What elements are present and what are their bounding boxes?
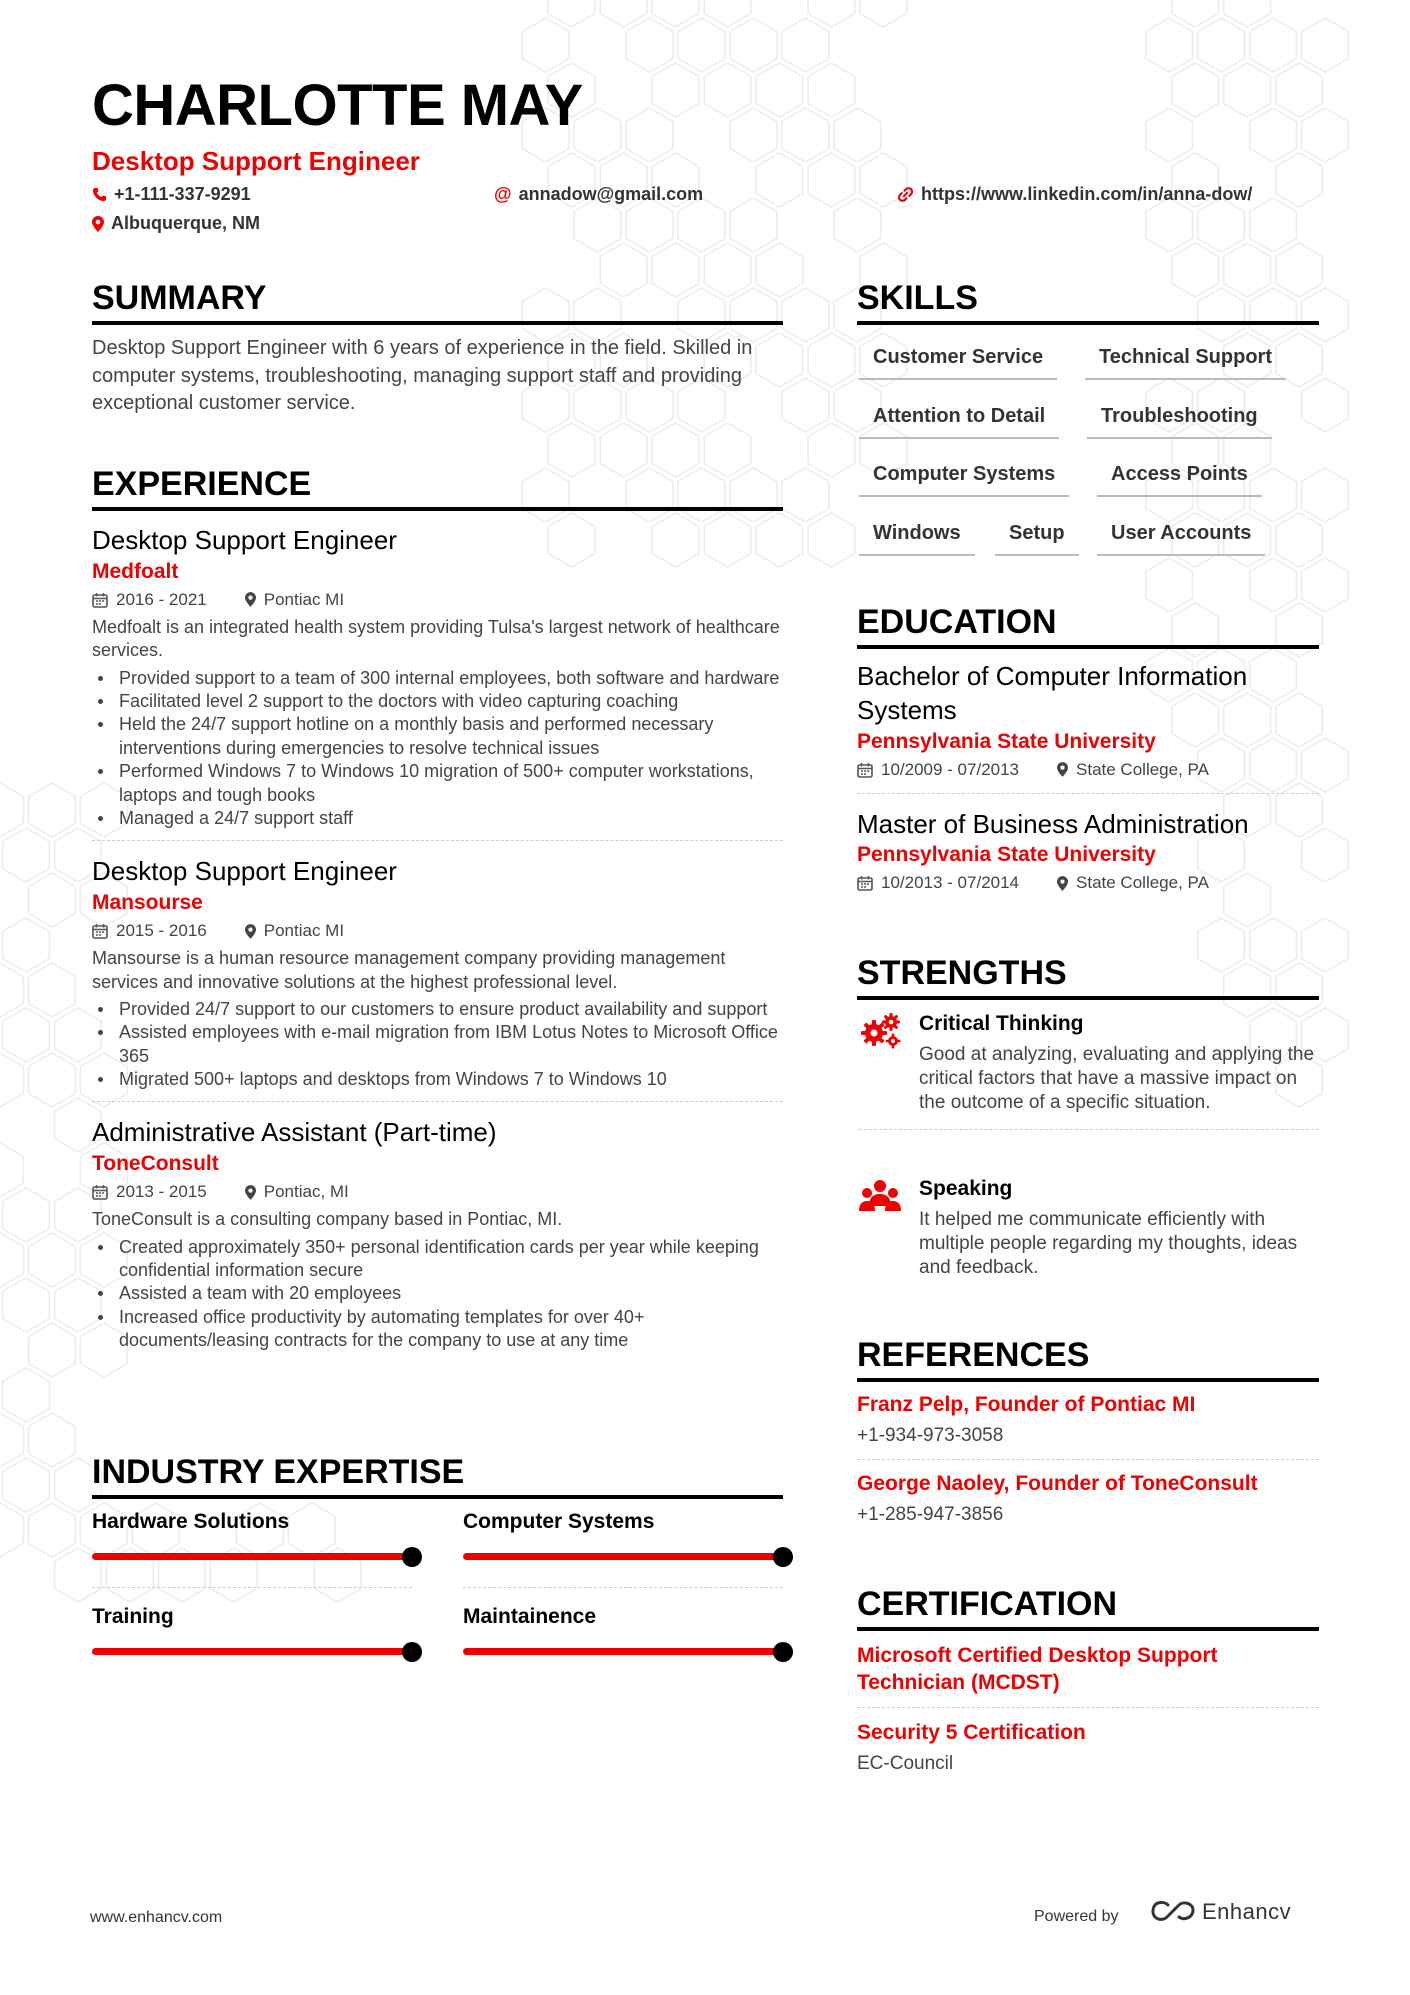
hexagon-shape xyxy=(3,1368,50,1422)
hexagon-shape xyxy=(678,198,725,252)
experience-bullets xyxy=(92,998,783,1092)
education-location: State College, PA xyxy=(1076,759,1209,779)
skill-tag: Windows xyxy=(859,522,975,556)
experience-item xyxy=(92,855,783,1102)
experience-dates: 2016 - 2021 xyxy=(116,589,207,609)
hexagon-shape xyxy=(1172,63,1219,117)
experience-description: ToneConsult is a consulting company based in Pontiac, MI. xyxy=(92,1209,563,1230)
expertise-item xyxy=(463,1510,793,1534)
hexagon-shape xyxy=(808,513,855,567)
hexagon-shape xyxy=(808,333,855,387)
calendar-icon xyxy=(857,762,873,778)
link-icon xyxy=(897,186,914,203)
map-pin-icon xyxy=(245,592,256,607)
skill-tag: Technical Support xyxy=(1085,346,1286,380)
reference-name: Franz Pelp, Founder of Pontiac MI xyxy=(857,1393,1196,1416)
hexagon-shape xyxy=(756,63,803,117)
enhancv-logo-text: Enhancv xyxy=(1202,1899,1292,1924)
map-pin-icon xyxy=(92,216,104,232)
hexagon-shape xyxy=(834,198,881,252)
location-text: Albuquerque, NM xyxy=(111,213,260,233)
hexagon-shape xyxy=(782,378,829,432)
footer-powered-by: Powered by xyxy=(1034,1908,1119,1925)
education-dates: 10/2013 - 07/2014 xyxy=(881,873,1020,893)
certification-name: Security 5 Certification xyxy=(857,1720,1086,1744)
reference-phone: +1-934-973-3058 xyxy=(857,1425,1004,1446)
experience-heading: EXPERIENCE xyxy=(92,464,783,511)
strength-text: It helped me communicate efficiently with multiple people regarding my thoughts, ideas and feedback. xyxy=(919,1209,1298,1279)
expertise-name: Maintainence xyxy=(463,1605,597,1628)
hexagon-shape xyxy=(1146,108,1193,162)
bullet-item: Held the 24/7 support hotline on a monthly basis and performed necessary interventions during emergencies to resolve technical issues xyxy=(92,713,783,760)
hexagon-shape xyxy=(0,1503,23,1557)
map-pin-icon xyxy=(245,1185,256,1200)
strength-title: Critical Thinking xyxy=(919,1012,1084,1035)
experience-company: Mansourse xyxy=(92,891,203,915)
hexagon-shape xyxy=(3,1458,50,1512)
hexagon-shape xyxy=(782,108,829,162)
expertise-level-bar xyxy=(92,1648,412,1655)
divider xyxy=(857,1459,1319,1460)
expertise-level-bar xyxy=(463,1648,783,1655)
certification-item xyxy=(857,1642,1319,1708)
expertise-name: Computer Systems xyxy=(463,1510,655,1533)
job-title: Desktop Support Engineer xyxy=(92,146,420,176)
calendar-icon xyxy=(92,592,108,608)
education-dates: 10/2009 - 07/2013 xyxy=(881,759,1020,779)
hexagon-shape xyxy=(1224,63,1271,117)
strength-item xyxy=(859,1012,1319,1130)
education-meta xyxy=(857,873,1319,893)
reference-name: George Naoley, Founder of ToneConsult xyxy=(857,1472,1258,1495)
experience-item xyxy=(92,524,783,841)
divider xyxy=(92,1587,412,1588)
hexagon-shape xyxy=(782,18,829,72)
expertise-level-bar xyxy=(92,1553,412,1560)
hexagon-shape xyxy=(3,1278,50,1332)
map-pin-icon xyxy=(245,924,256,939)
hexagon-shape xyxy=(574,198,621,252)
hexagon-shape xyxy=(1302,18,1349,72)
bullet-item: Assisted employees with e-mail migration from IBM Lotus Notes to Microsoft Office 365 xyxy=(92,1021,783,1068)
education-degree: Bachelor of Computer Information Systems xyxy=(857,661,1248,725)
strength-title: Speaking xyxy=(919,1177,1013,1200)
hexagon-shape xyxy=(808,153,855,207)
reference-item xyxy=(857,1393,1319,1460)
education-item xyxy=(857,808,1319,894)
experience-meta xyxy=(92,921,783,941)
candidate-name: CHARLOTTE MAY xyxy=(92,73,583,138)
hexagon-shape xyxy=(3,918,50,972)
education-degree: Master of Business Administration xyxy=(857,808,1249,839)
hexagon-shape xyxy=(1250,108,1297,162)
reference-item xyxy=(857,1472,1319,1526)
location-contact xyxy=(92,213,260,234)
hexagon-shape xyxy=(522,18,569,72)
hexagon-shape xyxy=(1276,153,1323,207)
education-list xyxy=(857,660,1319,893)
hexagon-shape xyxy=(808,63,855,117)
hexagon-shape xyxy=(1276,63,1323,117)
phone-icon xyxy=(92,187,107,202)
expertise-level-dot xyxy=(773,1547,793,1567)
certification-issuer: EC-Council xyxy=(857,1752,954,1774)
map-pin-icon xyxy=(1057,762,1068,777)
linkedin-contact[interactable] xyxy=(897,184,1252,205)
calendar-icon xyxy=(92,1184,108,1200)
expertise-level-dot xyxy=(402,1547,422,1567)
expertise-item xyxy=(92,1605,422,1629)
bullet-item: Created approximately 350+ personal identification cards per year while keeping confidential information secure xyxy=(92,1236,783,1283)
hexagon-shape xyxy=(29,1413,76,1467)
experience-description: Mansourse is a human resource management company providing management services and innovative solutions at the highest professional level. xyxy=(92,948,726,992)
map-pin-icon xyxy=(1057,876,1068,891)
hexagon-shape xyxy=(1302,378,1349,432)
experience-bullets xyxy=(92,667,783,831)
people-icon xyxy=(859,1177,901,1215)
phone-text: +1-111-337-9291 xyxy=(114,184,251,204)
hexagon-shape xyxy=(1302,468,1349,522)
hexagon-shape xyxy=(0,963,23,1017)
strengths-heading: STRENGTHS xyxy=(857,953,1319,1000)
hexagon-shape xyxy=(3,1008,50,1062)
hexagon-shape xyxy=(0,783,23,837)
hexagon-shape xyxy=(29,1233,76,1287)
hexagon-shape xyxy=(834,108,881,162)
education-item xyxy=(857,660,1319,794)
reference-list xyxy=(857,1393,1319,1526)
expertise-level-bar xyxy=(463,1553,783,1560)
footer-website[interactable]: www.enhancv.com xyxy=(90,1909,223,1926)
experience-list xyxy=(92,524,783,1353)
expertise-name: Training xyxy=(92,1605,174,1628)
skill-tag: Setup xyxy=(995,522,1079,556)
certification-item xyxy=(857,1721,1319,1775)
hexagon-shape xyxy=(1198,18,1245,72)
hexagon-shape xyxy=(29,1053,76,1107)
references-heading: REFERENCES xyxy=(857,1335,1319,1382)
summary-heading: SUMMARY xyxy=(92,278,783,325)
expertise-item xyxy=(463,1605,793,1629)
hexagon-shape xyxy=(678,18,725,72)
hexagon-shape xyxy=(652,63,699,117)
expertise-name: Hardware Solutions xyxy=(92,1510,290,1533)
hexagon-shape xyxy=(1198,198,1245,252)
divider xyxy=(857,1707,1319,1708)
experience-job-title: Desktop Support Engineer xyxy=(92,856,397,887)
enhancv-logo[interactable] xyxy=(1150,1899,1291,1925)
hexagon-shape xyxy=(730,198,777,252)
hexagon-shape xyxy=(860,0,907,27)
skill-tag: Customer Service xyxy=(859,346,1057,380)
expertise-item xyxy=(92,1510,422,1534)
hexagon-shape xyxy=(0,1413,23,1467)
experience-bullets xyxy=(92,1236,783,1353)
skill-tag: Computer Systems xyxy=(859,463,1069,497)
hexagon-shape xyxy=(626,108,673,162)
skill-tag: Attention to Detail xyxy=(859,405,1059,439)
certification-heading: CERTIFICATION xyxy=(857,1584,1319,1631)
experience-location: Pontiac, MI xyxy=(263,1182,349,1202)
hexagon-shape xyxy=(3,1188,50,1242)
bullet-item: Provided support to a team of 300 internal employees, both software and hardware xyxy=(92,667,783,690)
bullet-item: Assisted a team with 20 employees xyxy=(92,1282,783,1305)
experience-description: Medfoalt is an integrated health system providing Tulsa's largest network of healthcare services. xyxy=(92,616,780,661)
hexagon-shape xyxy=(782,468,829,522)
experience-company: Medfoalt xyxy=(92,559,179,583)
calendar-icon xyxy=(857,875,873,891)
divider xyxy=(857,793,1319,794)
experience-meta xyxy=(92,1182,783,1202)
hexagon-shape xyxy=(1250,18,1297,72)
experience-job-title: Desktop Support Engineer xyxy=(92,525,397,555)
hexagon-shape xyxy=(704,63,751,117)
hexagon-shape xyxy=(1302,108,1349,162)
experience-dates: 2013 - 2015 xyxy=(116,1182,207,1202)
skill-tag: Access Points xyxy=(1097,463,1262,497)
bullet-item: Performed Windows 7 to Windows 10 migration of 500+ computer workstations, laptops and tough books xyxy=(92,760,783,807)
skill-tag: User Accounts xyxy=(1097,522,1265,556)
divider xyxy=(463,1587,783,1588)
hexagon-shape xyxy=(0,1143,23,1197)
bullet-item: Managed a 24/7 support staff xyxy=(92,807,783,830)
hexagon-shape xyxy=(3,828,50,882)
gears-icon xyxy=(859,1012,901,1050)
hexagon-shape xyxy=(808,423,855,477)
skill-tag: Troubleshooting xyxy=(1087,405,1272,439)
hexagon-shape xyxy=(1146,198,1193,252)
experience-meta xyxy=(92,590,783,610)
divider xyxy=(92,1101,783,1102)
divider xyxy=(859,1129,1319,1130)
experience-job-title: Administrative Assistant (Part-time) xyxy=(92,1117,497,1148)
certification-name: Microsoft Certified Desktop Support Technician (MCDST) xyxy=(857,1644,1218,1695)
hexagon-shape xyxy=(29,1503,76,1557)
email-text: annadow@gmail.com xyxy=(518,184,704,204)
hexagon-shape xyxy=(0,1053,23,1107)
hexagon-shape xyxy=(1276,513,1323,567)
linkedin-text: https://www.linkedin.com/in/anna-dow/ xyxy=(921,184,1253,204)
phone-contact[interactable] xyxy=(92,184,251,205)
certification-list xyxy=(857,1642,1319,1775)
hexagon-shape xyxy=(29,1323,76,1377)
bullet-item: Provided 24/7 support to our customers to ensure product availability and support xyxy=(92,998,783,1021)
hexagon-shape xyxy=(1250,198,1297,252)
hexagon-shape xyxy=(782,288,829,342)
hexagon-shape xyxy=(1146,18,1193,72)
education-school: Pennsylvania State University xyxy=(857,843,1156,867)
bullet-item: Migrated 500+ laptops and desktops from Windows 7 to Windows 10 xyxy=(92,1068,783,1091)
hexagon-shape xyxy=(730,108,777,162)
expertise-level-dot xyxy=(402,1642,422,1662)
industry-expertise-heading: INDUSTRY EXPERTISE xyxy=(92,1452,783,1499)
divider xyxy=(92,840,783,841)
education-school: Pennsylvania State University xyxy=(857,729,1156,753)
strength-text: Good at analyzing, evaluating and applying the critical factors that have a massive impact on the outcome of a specific situation. xyxy=(919,1044,1315,1114)
experience-dates: 2015 - 2016 xyxy=(116,921,207,941)
strength-item xyxy=(859,1177,1319,1280)
hexagon-shape xyxy=(730,18,777,72)
enhancv-logo-icon xyxy=(1150,1899,1196,1925)
hexagon-shape xyxy=(29,963,76,1017)
experience-location: Pontiac MI xyxy=(263,921,345,941)
hexagon-shape xyxy=(756,153,803,207)
expertise-level-dot xyxy=(773,1642,793,1662)
hexagon-shape xyxy=(626,198,673,252)
email-contact[interactable] xyxy=(494,184,703,205)
education-heading: EDUCATION xyxy=(857,602,1319,649)
calendar-icon xyxy=(92,923,108,939)
bullet-item: Facilitated level 2 support to the doctors with video capturing coaching xyxy=(92,690,783,713)
experience-item xyxy=(92,1116,783,1352)
experience-location: Pontiac MI xyxy=(263,589,345,609)
hexagon-shape xyxy=(29,873,76,927)
hexagon-shape xyxy=(626,18,673,72)
skills-heading: SKILLS xyxy=(857,278,1319,325)
at-icon: @ xyxy=(494,184,512,204)
bullet-item: Increased office productivity by automating templates for over 40+ documents/leasing contracts for the company to use at any time xyxy=(92,1306,783,1353)
reference-phone: +1-285-947-3856 xyxy=(857,1504,1004,1525)
experience-company: ToneConsult xyxy=(92,1152,219,1176)
summary-text: Desktop Support Engineer with 6 years of experience in the field. Skilled in computer systems, troubleshooting, managing support staff and providing exceptional customer service. xyxy=(92,337,753,415)
education-location: State College, PA xyxy=(1076,873,1209,893)
hexagon-shape xyxy=(29,783,76,837)
education-meta xyxy=(857,760,1319,780)
hexagon-shape xyxy=(0,1233,23,1287)
